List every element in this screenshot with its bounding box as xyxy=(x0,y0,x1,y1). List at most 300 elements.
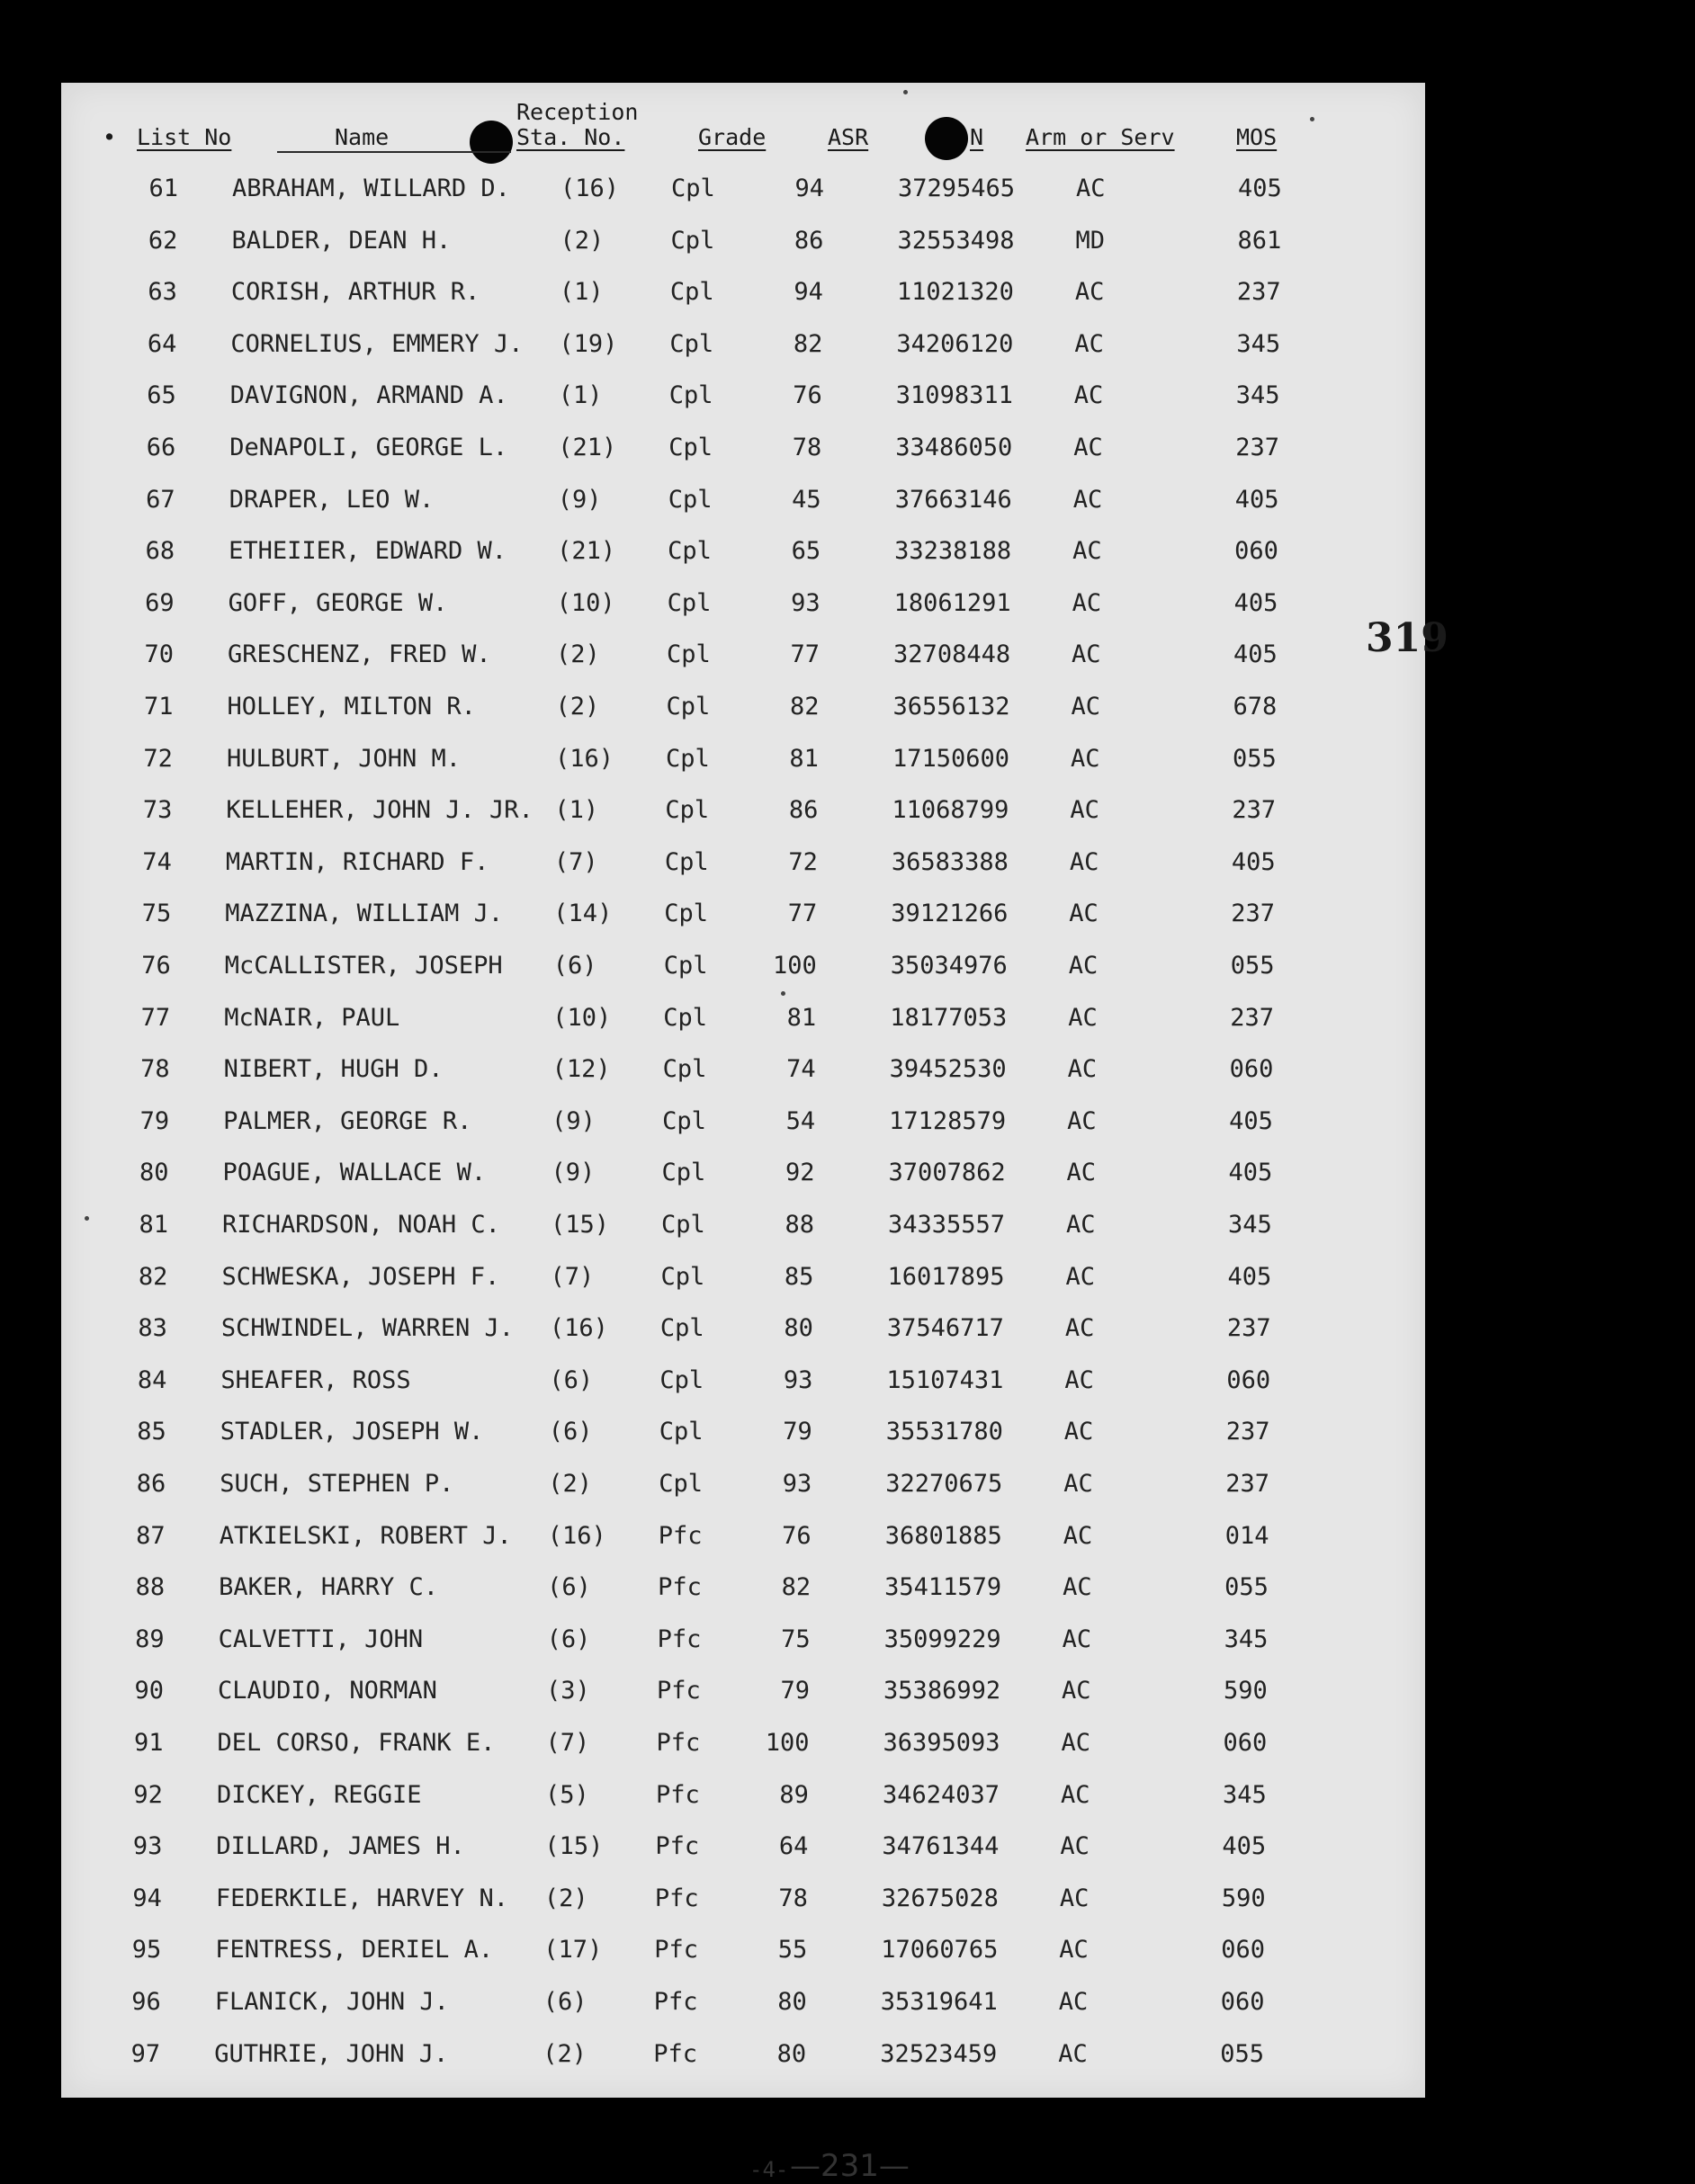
cell-asr: 79 xyxy=(783,1418,812,1446)
cell-sta: (9) xyxy=(551,1159,596,1187)
cell-sta: (2) xyxy=(543,1884,588,1912)
cell-no: 90 xyxy=(134,1677,165,1705)
roster-list xyxy=(61,83,1425,2098)
cell-no: 80 xyxy=(139,1159,169,1187)
roster-row xyxy=(61,952,1425,988)
cell-name: STADLER, JOSEPH W. xyxy=(220,1418,484,1446)
cell-sta: (15) xyxy=(551,1211,610,1239)
cell-no: 64 xyxy=(147,329,177,358)
cell-no: 61 xyxy=(148,175,178,202)
cell-arm: MD xyxy=(1075,226,1105,255)
cell-mos: 405 xyxy=(1231,847,1276,876)
header-arm-or-serv: Arm or Serv xyxy=(1026,124,1175,150)
cell-no: 62 xyxy=(148,226,178,255)
cell-grade: Cpl xyxy=(670,226,715,255)
cell-no: 85 xyxy=(137,1418,166,1446)
page-number-handwritten: —231— xyxy=(790,2148,910,2184)
cell-name: GUTHRIE, JOHN J. xyxy=(214,2039,449,2068)
cell-arm: AC xyxy=(1063,1470,1093,1498)
roster-row xyxy=(61,486,1425,522)
cell-sta: (21) xyxy=(557,537,616,566)
cell-name: DAVIGNON, ARMAND A. xyxy=(229,381,508,410)
cell-arm: AC xyxy=(1064,1365,1094,1394)
cell-sn: 36801885 xyxy=(884,1521,1002,1550)
cell-sta: (6) xyxy=(546,1625,591,1653)
cell-asr: 75 xyxy=(781,1625,811,1653)
cell-asr: 88 xyxy=(785,1211,814,1239)
cell-grade: Cpl xyxy=(665,744,710,773)
cell-arm: AC xyxy=(1066,1159,1097,1187)
cell-grade: Cpl xyxy=(668,537,712,566)
cell-sn: 11068799 xyxy=(892,796,1009,825)
cell-no: 84 xyxy=(137,1365,167,1394)
cell-name: FEDERKILE, HARVEY N. xyxy=(215,1884,508,1912)
cell-name: BAKER, HARRY C. xyxy=(219,1573,438,1602)
cell-sn: 36583388 xyxy=(891,847,1009,876)
cell-sta: (16) xyxy=(547,1521,606,1550)
cell-grade: Cpl xyxy=(664,847,709,876)
cell-asr: 94 xyxy=(794,175,824,202)
cell-sta: (16) xyxy=(549,1314,608,1343)
cell-mos: 237 xyxy=(1225,1418,1270,1446)
roster-row xyxy=(61,745,1425,781)
cell-no: 78 xyxy=(140,1055,170,1084)
cell-asr: 100 xyxy=(765,1729,810,1757)
cell-name: ABRAHAM, WILLARD D. xyxy=(232,175,510,202)
header-grade: Grade xyxy=(698,124,767,150)
cell-sta: (2) xyxy=(543,2039,587,2068)
header-reception-bottom: Sta. No. xyxy=(516,124,625,150)
cell-asr: 81 xyxy=(789,744,819,773)
cell-no: 72 xyxy=(143,744,173,773)
cell-mos: 014 xyxy=(1224,1521,1269,1550)
cell-name: SCHWINDEL, WARREN J. xyxy=(220,1314,514,1343)
cell-no: 76 xyxy=(141,952,171,980)
cell-no: 73 xyxy=(142,796,173,825)
cell-name: DRAPER, LEO W. xyxy=(229,485,435,514)
cell-no: 74 xyxy=(142,847,172,876)
cell-grade: Cpl xyxy=(667,640,711,669)
header-list-no: List No xyxy=(137,124,232,150)
cell-mos: 345 xyxy=(1235,381,1280,410)
cell-sta: (7) xyxy=(553,847,598,876)
cell-mos: 590 xyxy=(1221,1884,1266,1912)
cell-mos: 237 xyxy=(1225,1470,1270,1498)
cell-grade: Cpl xyxy=(669,278,714,307)
cell-name: RICHARDSON, NOAH C. xyxy=(222,1211,500,1239)
cell-sta: (6) xyxy=(547,1573,591,1602)
cell-sn: 39452530 xyxy=(889,1055,1007,1084)
cell-arm: AC xyxy=(1068,952,1099,980)
cell-arm: AC xyxy=(1073,434,1103,461)
cell-sn: 36395093 xyxy=(883,1729,1000,1757)
cell-mos: 237 xyxy=(1236,278,1281,307)
cell-arm: AC xyxy=(1070,744,1100,773)
cell-mos: 055 xyxy=(1232,744,1277,773)
cell-arm: AC xyxy=(1059,1936,1089,1965)
cell-sta: (5) xyxy=(544,1780,589,1809)
cell-sta: (6) xyxy=(552,952,597,980)
roster-row xyxy=(61,1781,1425,1817)
cell-sn: 34206120 xyxy=(896,329,1014,358)
cell-name: FENTRESS, DERIEL A. xyxy=(215,1936,494,1965)
cell-no: 68 xyxy=(145,537,175,566)
cell-asr: 78 xyxy=(792,434,822,461)
cell-arm: AC xyxy=(1072,640,1101,669)
paper-speck xyxy=(903,90,908,94)
cell-asr: 45 xyxy=(792,485,821,514)
paper-speck xyxy=(85,1216,89,1221)
cell-no: 66 xyxy=(146,434,176,461)
cell-grade: Cpl xyxy=(659,1470,704,1498)
cell-mos: 055 xyxy=(1220,2039,1264,2068)
cell-sta: (2) xyxy=(560,226,605,255)
roster-row xyxy=(61,693,1425,729)
paper-speck xyxy=(781,991,785,996)
header-serial-number: N xyxy=(970,124,984,150)
cell-mos: 345 xyxy=(1224,1625,1269,1653)
roster-row xyxy=(61,1055,1425,1091)
header-mos: MOS xyxy=(1236,124,1278,150)
cell-sn: 37546717 xyxy=(886,1314,1004,1343)
cell-arm: AC xyxy=(1068,1003,1098,1032)
cell-name: CLAUDIO, NORMAN xyxy=(218,1677,437,1705)
cell-mos: 060 xyxy=(1229,1055,1274,1084)
cell-mos: 237 xyxy=(1226,1314,1271,1343)
cell-sta: (10) xyxy=(552,1003,612,1032)
cell-grade: Cpl xyxy=(659,1314,704,1343)
cell-no: 75 xyxy=(141,900,172,928)
document-page xyxy=(61,83,1448,2184)
roster-row xyxy=(61,900,1425,935)
cell-name: MARTIN, RICHARD F. xyxy=(225,847,489,876)
cell-name: HULBURT, JOHN M. xyxy=(226,744,462,773)
cell-arm: AC xyxy=(1067,1055,1098,1084)
cell-arm: AC xyxy=(1062,1625,1092,1653)
cell-asr: 64 xyxy=(778,1832,809,1861)
cell-sn: 18177053 xyxy=(890,1003,1008,1032)
cell-no: 91 xyxy=(133,1729,164,1757)
cell-name: GRESCHENZ, FRED W. xyxy=(228,640,491,669)
cell-mos: 237 xyxy=(1230,1003,1274,1032)
cell-grade: Cpl xyxy=(668,434,713,461)
cell-no: 94 xyxy=(132,1884,162,1912)
cell-grade: Pfc xyxy=(653,1988,698,2016)
header-name: Name xyxy=(335,124,390,150)
cell-sta: (17) xyxy=(543,1936,603,1965)
cell-name: DILLARD, JAMES H. xyxy=(216,1832,465,1861)
cell-asr: 80 xyxy=(784,1314,813,1343)
cell-sta: (1) xyxy=(554,796,599,825)
cell-sta: (19) xyxy=(559,329,618,358)
cell-sta: (7) xyxy=(550,1262,595,1291)
cell-asr: 93 xyxy=(791,588,821,617)
cell-sn: 18061291 xyxy=(893,588,1011,617)
cell-asr: 54 xyxy=(785,1106,816,1135)
cell-no: 81 xyxy=(139,1211,168,1239)
roster-row xyxy=(61,1470,1425,1506)
cell-asr: 76 xyxy=(793,381,822,410)
cell-arm: AC xyxy=(1067,1106,1097,1135)
cell-sn: 35386992 xyxy=(883,1677,1001,1705)
cell-sn: 36556132 xyxy=(892,693,1010,721)
cell-asr: 82 xyxy=(793,329,823,358)
roster-row xyxy=(61,2040,1425,2076)
roster-row xyxy=(61,227,1425,263)
cell-grade: Cpl xyxy=(662,1106,706,1135)
roster-row xyxy=(61,1522,1425,1558)
cell-asr: 81 xyxy=(786,1003,817,1032)
cell-asr: 93 xyxy=(783,1365,813,1394)
roster-row xyxy=(61,1418,1425,1454)
cell-grade: Cpl xyxy=(659,1365,704,1394)
cell-sn: 16017895 xyxy=(887,1262,1005,1291)
cell-arm: AC xyxy=(1060,1832,1090,1861)
cell-name: SHEAFER, ROSS xyxy=(220,1365,411,1394)
cell-no: 96 xyxy=(131,1988,161,2016)
roster-row xyxy=(61,278,1425,314)
roster-row xyxy=(61,1159,1425,1195)
cell-sta: (2) xyxy=(555,693,600,721)
cell-grade: Cpl xyxy=(665,796,710,825)
cell-no: 65 xyxy=(147,381,176,410)
cell-sn: 35319641 xyxy=(880,1988,998,2016)
cell-grade: Cpl xyxy=(659,1418,704,1446)
cell-grade: Pfc xyxy=(658,1573,702,1602)
cell-no: 97 xyxy=(130,2039,161,2068)
cell-no: 77 xyxy=(140,1003,171,1032)
cell-sta: (16) xyxy=(554,744,614,773)
cell-no: 89 xyxy=(135,1625,165,1653)
roster-row xyxy=(61,589,1425,625)
cell-mos: 405 xyxy=(1238,175,1282,202)
cell-grade: Cpl xyxy=(663,1003,707,1032)
cell-no: 86 xyxy=(136,1470,166,1498)
cell-asr: 82 xyxy=(781,1573,812,1602)
cell-name: DEL CORSO, FRANK E. xyxy=(217,1729,496,1757)
cell-grade: Cpl xyxy=(669,329,714,358)
cell-mos: 060 xyxy=(1221,1936,1266,1965)
cell-sta: (1) xyxy=(558,381,603,410)
cell-sta: (16) xyxy=(561,175,620,202)
cell-sta: (12) xyxy=(552,1055,611,1084)
cell-sn: 32675028 xyxy=(881,1884,999,1912)
cell-sn: 32708448 xyxy=(893,640,1011,669)
cell-sta: (9) xyxy=(557,485,602,514)
cell-sn: 37295465 xyxy=(898,175,1016,202)
roster-row xyxy=(61,1729,1425,1765)
cell-sn: 17128579 xyxy=(889,1106,1007,1135)
cell-grade: Pfc xyxy=(653,2039,697,2068)
roster-row xyxy=(61,1988,1425,2024)
cell-name: DICKEY, REGGIE xyxy=(216,1780,422,1809)
cell-arm: AC xyxy=(1071,693,1101,721)
cell-asr: 55 xyxy=(777,1936,808,1965)
cell-sn: 34761344 xyxy=(882,1832,1000,1861)
cell-grade: Pfc xyxy=(657,1677,701,1705)
page-number-typed: -4- xyxy=(749,2157,789,2182)
cell-no: 95 xyxy=(131,1936,162,1965)
cell-grade: Cpl xyxy=(671,175,715,202)
cell-asr: 78 xyxy=(778,1884,808,1912)
roster-row xyxy=(61,1107,1425,1143)
cell-name: MAZZINA, WILLIAM J. xyxy=(225,900,504,928)
cell-mos: 405 xyxy=(1233,588,1278,617)
cell-asr: 79 xyxy=(780,1677,811,1705)
cell-arm: AC xyxy=(1062,1677,1091,1705)
cell-name: NIBERT, HUGH D. xyxy=(223,1055,444,1084)
cell-mos: 678 xyxy=(1233,693,1278,721)
cell-grade: Pfc xyxy=(656,1729,701,1757)
cell-name: CALVETTI, JOHN xyxy=(218,1625,424,1653)
cell-name: ATKIELSKI, ROBERT J. xyxy=(219,1521,512,1550)
cell-asr: 94 xyxy=(794,278,823,307)
cell-asr: 93 xyxy=(782,1470,812,1498)
roster-row xyxy=(61,1366,1425,1402)
cell-name: KELLEHER, JOHN J. JR. xyxy=(226,796,534,825)
header-reception-top: Reception xyxy=(516,99,639,125)
cell-sta: (7) xyxy=(545,1729,590,1757)
cell-no: 70 xyxy=(144,640,175,669)
cell-no: 71 xyxy=(143,693,174,721)
cell-arm: AC xyxy=(1064,1314,1095,1343)
cell-asr: 74 xyxy=(786,1055,816,1084)
cell-arm: AC xyxy=(1073,381,1104,410)
cell-sta: (3) xyxy=(546,1677,590,1705)
cell-asr: 80 xyxy=(776,2039,807,2068)
cell-sn: 32553498 xyxy=(897,226,1015,255)
cell-asr: 92 xyxy=(785,1159,815,1187)
cell-name: SUCH, STEPHEN P. xyxy=(220,1470,454,1498)
cell-sn: 32523459 xyxy=(880,2039,998,2068)
cell-name: DeNAPOLI, GEORGE L. xyxy=(229,434,508,461)
cell-arm: AC xyxy=(1059,1884,1090,1912)
header-asr: ASR xyxy=(828,124,869,150)
header-bullet: • xyxy=(103,124,117,150)
cell-mos: 345 xyxy=(1228,1211,1272,1239)
cell-arm: AC xyxy=(1065,1262,1095,1291)
cell-name: HOLLEY, MILTON R. xyxy=(227,693,476,721)
cell-no: 69 xyxy=(145,588,175,617)
cell-grade: Cpl xyxy=(667,588,712,617)
cell-mos: 055 xyxy=(1224,1573,1269,1602)
cell-mos: 237 xyxy=(1231,900,1276,928)
paper-speck xyxy=(1310,117,1314,121)
cell-no: 88 xyxy=(135,1573,166,1602)
roster-row xyxy=(61,640,1425,676)
cell-asr: 77 xyxy=(790,640,821,669)
cell-sn: 33238188 xyxy=(894,537,1012,566)
cell-sn: 33486050 xyxy=(895,434,1013,461)
cell-asr: 86 xyxy=(794,226,824,255)
cell-mos: 590 xyxy=(1224,1677,1268,1705)
roster-row xyxy=(61,1936,1425,1972)
cell-mos: 345 xyxy=(1236,329,1281,358)
cell-grade: Pfc xyxy=(654,1884,699,1912)
cell-arm: AC xyxy=(1069,847,1099,876)
cell-sta: (6) xyxy=(548,1418,593,1446)
cell-sn: 35531780 xyxy=(885,1418,1003,1446)
cell-mos: 405 xyxy=(1222,1832,1267,1861)
cell-name: ETHEIIER, EDWARD W. xyxy=(229,537,507,566)
cell-grade: Cpl xyxy=(662,1055,707,1084)
cell-arm: AC xyxy=(1066,1211,1096,1239)
cell-name: McNAIR, PAUL xyxy=(224,1003,400,1032)
cell-arm: AC xyxy=(1058,2039,1088,2068)
cell-name: McCALLISTER, JOSEPH xyxy=(224,952,503,980)
cell-grade: Cpl xyxy=(661,1159,706,1187)
cell-no: 79 xyxy=(139,1106,170,1135)
cell-sn: 35411579 xyxy=(884,1573,1002,1602)
roster-row xyxy=(61,1832,1425,1868)
cell-sta: (6) xyxy=(549,1365,594,1394)
cell-asr: 72 xyxy=(788,847,818,876)
cell-arm: AC xyxy=(1074,329,1104,358)
cell-grade: Cpl xyxy=(668,381,713,410)
margin-handwritten-number: 319 xyxy=(1366,615,1448,661)
cell-name: GOFF, GEORGE W. xyxy=(228,588,448,617)
roster-row xyxy=(61,1004,1425,1040)
cell-arm: AC xyxy=(1063,1418,1094,1446)
cell-arm: AC xyxy=(1074,278,1105,307)
cell-mos: 861 xyxy=(1237,226,1282,255)
cell-grade: Cpl xyxy=(663,952,708,980)
cell-sn: 34335557 xyxy=(888,1211,1006,1239)
cell-no: 63 xyxy=(148,278,177,307)
cell-no: 67 xyxy=(146,485,175,514)
cell-name: CORNELIUS, EMMERY J. xyxy=(230,329,524,358)
cell-arm: AC xyxy=(1058,1988,1089,2016)
cell-arm: AC xyxy=(1063,1521,1093,1550)
cell-sn: 37007862 xyxy=(888,1159,1006,1187)
cell-mos: 237 xyxy=(1235,434,1280,461)
cell-grade: Pfc xyxy=(657,1625,702,1653)
cell-name: SCHWESKA, JOSEPH F. xyxy=(221,1262,500,1291)
cell-mos: 345 xyxy=(1222,1780,1267,1809)
cell-grade: Pfc xyxy=(655,1780,700,1809)
cell-no: 87 xyxy=(136,1521,166,1550)
roster-row xyxy=(61,1314,1425,1350)
cell-asr: 76 xyxy=(782,1521,812,1550)
cell-sn: 39121266 xyxy=(891,900,1009,928)
cell-sta: (2) xyxy=(548,1470,593,1498)
roster-row xyxy=(61,381,1425,417)
cell-sn: 31098311 xyxy=(895,381,1013,410)
cell-arm: AC xyxy=(1063,1573,1092,1602)
cell-grade: Cpl xyxy=(661,1211,705,1239)
cell-name: PALMER, GEORGE R. xyxy=(223,1106,472,1135)
cell-sta: (1) xyxy=(559,278,604,307)
cell-no: 82 xyxy=(138,1262,168,1291)
cell-grade: Cpl xyxy=(666,693,711,721)
cell-name: CORISH, ARTHUR R. xyxy=(230,278,480,307)
cell-asr: 80 xyxy=(777,1988,807,2016)
cell-mos: 055 xyxy=(1230,952,1275,980)
roster-row xyxy=(61,848,1425,884)
cell-sta: (15) xyxy=(544,1832,604,1861)
cell-mos: 060 xyxy=(1220,1988,1265,2016)
cell-arm: AC xyxy=(1069,900,1099,928)
cell-sta: (9) xyxy=(552,1106,596,1135)
cell-asr: 85 xyxy=(784,1262,814,1291)
roster-row xyxy=(61,330,1425,366)
cell-grade: Cpl xyxy=(664,900,709,928)
cell-sta: (2) xyxy=(556,640,600,669)
cell-mos: 060 xyxy=(1234,537,1278,566)
cell-sta: (14) xyxy=(553,900,613,928)
cell-no: 92 xyxy=(133,1780,163,1809)
cell-grade: Cpl xyxy=(668,485,713,514)
